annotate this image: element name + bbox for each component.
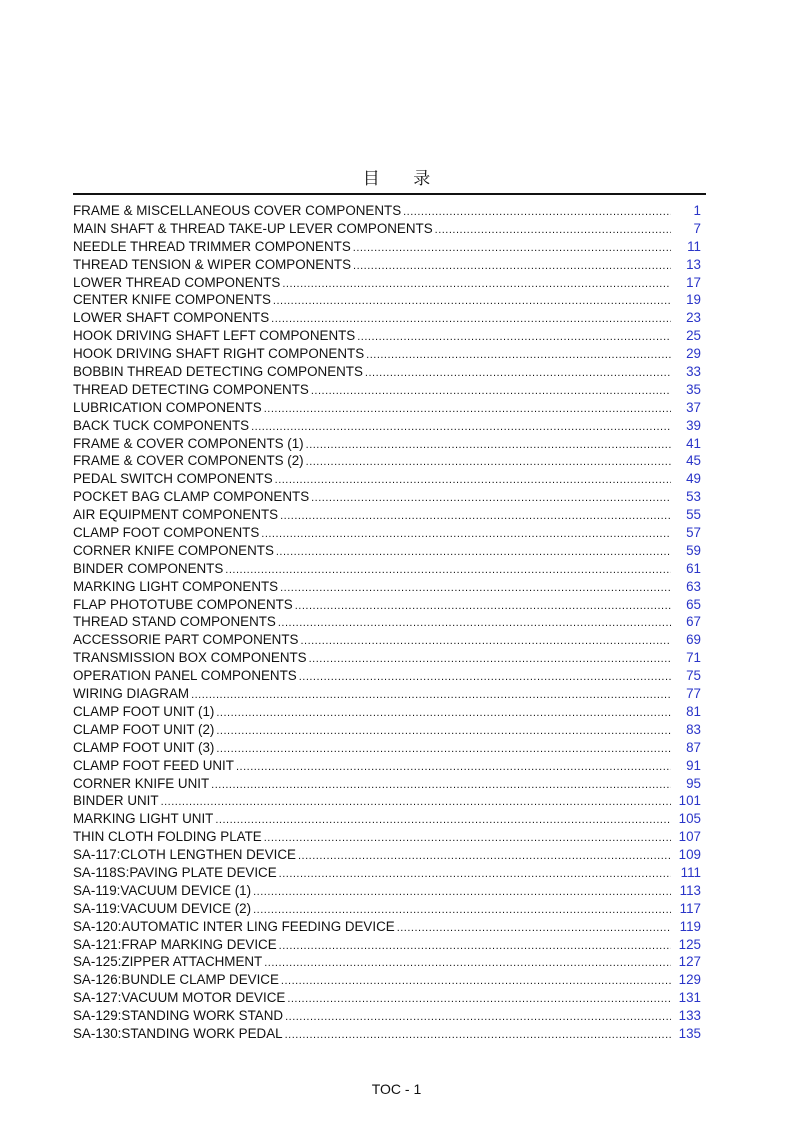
toc-page-number[interactable]: 105 bbox=[678, 811, 701, 827]
toc-leader-dots bbox=[215, 812, 671, 830]
toc-leader-dots bbox=[365, 365, 671, 383]
toc-leader-dots bbox=[311, 490, 671, 508]
toc-page-number[interactable]: 7 bbox=[693, 220, 701, 236]
toc-leader-dots bbox=[191, 687, 671, 705]
toc-page-number[interactable]: 69 bbox=[686, 632, 701, 648]
toc-entry[interactable] bbox=[73, 792, 701, 810]
toc-entry[interactable] bbox=[73, 810, 701, 828]
toc-entry-label: OPERATION PANEL COMPONENTS bbox=[73, 668, 297, 684]
toc-page-number[interactable]: 83 bbox=[686, 721, 701, 737]
toc-page-number[interactable]: 1 bbox=[693, 203, 701, 218]
toc-entry-label: THREAD STAND COMPONENTS bbox=[73, 614, 276, 630]
toc-page-number[interactable]: 91 bbox=[686, 757, 701, 773]
toc-entry-label: SA-118S:PAVING PLATE DEVICE bbox=[73, 864, 277, 880]
toc-entry-label: CORNER KNIFE UNIT bbox=[73, 775, 210, 791]
toc-entry-label: SA-119:VACUUM DEVICE (2) bbox=[73, 900, 252, 916]
page-title: 目 录 bbox=[362, 169, 445, 189]
toc-entry-label: THIN CLOTH FOLDING PLATE bbox=[73, 829, 262, 845]
toc-entry-label: SA-119:VACUUM DEVICE (1) bbox=[73, 882, 252, 898]
toc-entry[interactable] bbox=[73, 828, 701, 846]
toc-entry-label: FRAME & COVER COMPONENTS (2) bbox=[73, 453, 304, 469]
toc-entry-label: SA-121:FRAP MARKING DEVICE bbox=[73, 936, 277, 952]
toc-page-number[interactable]: 133 bbox=[678, 1008, 701, 1024]
toc-page-number[interactable]: 129 bbox=[678, 972, 701, 988]
toc-entry[interactable] bbox=[73, 613, 701, 631]
toc-entry[interactable] bbox=[73, 775, 701, 793]
toc-page-number[interactable]: 41 bbox=[686, 435, 701, 451]
toc-entry[interactable] bbox=[73, 864, 701, 882]
toc-entry-label: SA-125:ZIPPER ATTACHMENT bbox=[73, 954, 263, 970]
toc-leader-dots bbox=[225, 562, 671, 580]
toc-entry-label: SA-129:STANDING WORK STAND bbox=[73, 1008, 284, 1024]
toc-page-number[interactable]: 33 bbox=[686, 364, 701, 380]
toc-entry-label: BACK TUCK COMPONENTS bbox=[73, 417, 250, 433]
toc-page-number[interactable]: 109 bbox=[678, 847, 701, 863]
toc-entry-label: BINDER COMPONENTS bbox=[73, 560, 224, 576]
toc-leader-dots bbox=[295, 598, 671, 616]
toc-leader-dots bbox=[278, 615, 671, 633]
toc-entry[interactable] bbox=[73, 220, 701, 238]
toc-entry[interactable] bbox=[73, 488, 701, 506]
toc-entry[interactable] bbox=[73, 667, 701, 685]
toc-entry[interactable] bbox=[73, 846, 701, 864]
toc-leader-dots bbox=[282, 276, 671, 294]
toc-page-number[interactable]: 75 bbox=[686, 668, 701, 684]
toc-page-number[interactable]: 87 bbox=[686, 739, 701, 755]
toc-leader-dots bbox=[311, 383, 671, 401]
toc-leader-dots bbox=[366, 347, 671, 365]
toc-entry[interactable] bbox=[73, 524, 701, 542]
toc-leader-dots bbox=[216, 705, 671, 723]
toc-entry-label: LUBRICATION COMPONENTS bbox=[73, 399, 262, 415]
toc-entry[interactable] bbox=[73, 757, 701, 775]
toc-leader-dots bbox=[306, 437, 671, 455]
toc-entry-label: SA-127:VACUUM MOTOR DEVICE bbox=[73, 990, 286, 1006]
toc-entry[interactable] bbox=[73, 470, 701, 488]
toc-leader-dots bbox=[264, 401, 671, 419]
toc-leader-dots bbox=[216, 741, 671, 759]
toc-entry[interactable] bbox=[73, 256, 701, 274]
toc-entry[interactable] bbox=[73, 1025, 701, 1043]
toc-page-number[interactable]: 135 bbox=[678, 1025, 701, 1041]
toc-leader-dots bbox=[161, 794, 671, 812]
toc-entry-label: SA-117:CLOTH LENGTHEN DEVICE bbox=[73, 847, 296, 863]
toc-page-number[interactable]: 37 bbox=[686, 399, 701, 415]
toc-leader-dots bbox=[279, 938, 671, 956]
toc-leader-dots bbox=[216, 723, 671, 741]
toc-entry[interactable] bbox=[73, 506, 701, 524]
toc-page-number[interactable]: 125 bbox=[678, 936, 701, 952]
toc-page-number[interactable]: 127 bbox=[678, 954, 701, 970]
toc-entry[interactable] bbox=[73, 363, 701, 381]
toc-entry[interactable] bbox=[73, 739, 701, 757]
toc-page-number[interactable]: 55 bbox=[686, 507, 701, 523]
toc-entry[interactable] bbox=[73, 1007, 701, 1025]
toc-leader-dots bbox=[281, 973, 671, 991]
toc-page-number[interactable]: 25 bbox=[686, 328, 701, 344]
toc-leader-dots bbox=[353, 258, 671, 276]
toc-entry[interactable] bbox=[73, 291, 701, 309]
toc-page-number[interactable]: 95 bbox=[686, 775, 701, 791]
toc-entry[interactable] bbox=[73, 971, 701, 989]
toc-entry-label: HOOK DRIVING SHAFT RIGHT COMPONENTS bbox=[73, 346, 365, 362]
toc-entry[interactable] bbox=[73, 274, 701, 292]
toc-leader-dots bbox=[276, 544, 671, 562]
toc-entry-label: MARKING LIGHT COMPONENTS bbox=[73, 578, 279, 594]
toc-page-number[interactable]: 23 bbox=[686, 310, 701, 326]
toc-entry-label: NEEDLE THREAD TRIMMER COMPONENTS bbox=[73, 238, 351, 254]
toc-page-number[interactable]: 59 bbox=[686, 542, 701, 558]
title-divider bbox=[73, 193, 706, 195]
toc-leader-dots bbox=[309, 651, 671, 669]
toc-page-number[interactable]: 63 bbox=[686, 578, 701, 594]
toc-entry[interactable] bbox=[73, 417, 701, 435]
toc-entry[interactable] bbox=[73, 452, 701, 470]
toc-entry[interactable] bbox=[73, 399, 701, 417]
toc-entry[interactable] bbox=[73, 560, 701, 578]
toc-entry-label: FRAME & MISCELLANEOUS COVER COMPONENTS bbox=[73, 203, 402, 218]
toc-page-number[interactable]: 131 bbox=[678, 990, 701, 1006]
toc-entry[interactable] bbox=[73, 578, 701, 596]
toc-entry-label: BOBBIN THREAD DETECTING COMPONENTS bbox=[73, 364, 363, 380]
toc-page-number[interactable]: 19 bbox=[686, 292, 701, 308]
toc-leader-dots bbox=[279, 866, 671, 884]
toc-entry-label: SA-130:STANDING WORK PEDAL bbox=[73, 1025, 283, 1041]
toc-leader-dots bbox=[285, 1027, 671, 1045]
toc-entry[interactable] bbox=[73, 542, 701, 560]
toc-page-number[interactable]: 101 bbox=[678, 793, 701, 809]
toc-entry-label: CORNER KNIFE COMPONENTS bbox=[73, 542, 274, 558]
toc-leader-dots bbox=[280, 580, 671, 598]
toc-leader-dots bbox=[275, 472, 671, 490]
toc-entry[interactable] bbox=[73, 918, 701, 936]
toc-page-number[interactable]: 67 bbox=[686, 614, 701, 630]
toc-entry-label: CLAMP FOOT COMPONENTS bbox=[73, 525, 260, 541]
toc-page-number[interactable]: 107 bbox=[678, 829, 701, 845]
toc-leader-dots bbox=[300, 633, 671, 651]
toc-entry[interactable] bbox=[73, 202, 701, 220]
toc-entry[interactable] bbox=[73, 703, 701, 721]
toc-page-number[interactable]: 11 bbox=[687, 238, 701, 254]
toc-entry-label: POCKET BAG CLAMP COMPONENTS bbox=[73, 489, 310, 505]
toc-leader-dots bbox=[236, 759, 671, 777]
toc-entry[interactable] bbox=[73, 596, 701, 614]
toc-page-number[interactable]: 77 bbox=[686, 686, 701, 702]
toc-page-number[interactable]: 65 bbox=[686, 596, 701, 612]
toc-leader-dots bbox=[299, 669, 671, 687]
toc-page-number[interactable]: 81 bbox=[686, 703, 701, 719]
toc-entry-label: MAIN SHAFT & THREAD TAKE-UP LEVER COMPONENTS bbox=[73, 220, 433, 236]
toc-leader-dots bbox=[280, 508, 671, 526]
toc-leader-dots bbox=[287, 991, 671, 1009]
toc-entry-label: HOOK DRIVING SHAFT LEFT COMPONENTS bbox=[73, 328, 356, 344]
toc-leader-dots bbox=[403, 204, 671, 222]
toc-page-number[interactable]: 35 bbox=[686, 381, 701, 397]
toc-entry[interactable] bbox=[73, 882, 701, 900]
toc-leader-dots bbox=[306, 454, 671, 472]
toc-entry-label: PEDAL SWITCH COMPONENTS bbox=[73, 471, 273, 487]
toc-leader-dots bbox=[261, 526, 671, 544]
toc-entry[interactable] bbox=[73, 953, 701, 971]
toc-entry-label: LOWER SHAFT COMPONENTS bbox=[73, 310, 270, 326]
toc-entry-label: LOWER THREAD COMPONENTS bbox=[73, 274, 281, 290]
toc-page-number[interactable]: 57 bbox=[686, 525, 701, 541]
toc-entry-label: CENTER KNIFE COMPONENTS bbox=[73, 292, 271, 308]
toc-leader-dots bbox=[264, 955, 671, 973]
toc-entry-label: SA-126:BUNDLE CLAMP DEVICE bbox=[73, 972, 279, 988]
toc-entry-label: CLAMP FOOT UNIT (1) bbox=[73, 703, 215, 719]
toc-entry[interactable] bbox=[73, 649, 701, 667]
toc-entry-label: FLAP PHOTOTUBE COMPONENTS bbox=[73, 596, 293, 612]
toc-entry[interactable] bbox=[73, 900, 701, 918]
toc-page-number[interactable]: 53 bbox=[686, 489, 701, 505]
toc-page-number[interactable]: 29 bbox=[686, 346, 701, 362]
toc-entry[interactable] bbox=[73, 435, 701, 453]
toc-entry-label: BINDER UNIT bbox=[73, 793, 159, 809]
toc-entry-label: SA-120:AUTOMATIC INTER LING FEEDING DEVICE bbox=[73, 918, 395, 934]
toc-page-number[interactable]: 49 bbox=[686, 471, 701, 487]
toc-page-number[interactable]: 111 bbox=[680, 864, 701, 880]
toc-entry-label: CLAMP FOOT UNIT (3) bbox=[73, 739, 215, 755]
toc-entry[interactable] bbox=[73, 309, 701, 327]
toc-leader-dots bbox=[273, 293, 671, 311]
toc-entry[interactable] bbox=[73, 381, 701, 399]
page-footer: TOC - 1 bbox=[371, 1081, 422, 1097]
toc-entry[interactable] bbox=[73, 989, 701, 1007]
toc-entry-label: MARKING LIGHT UNIT bbox=[73, 811, 214, 827]
table-of-contents bbox=[73, 202, 701, 1043]
toc-page-number[interactable]: 39 bbox=[686, 417, 701, 433]
toc-entry-label: ACCESSORIE PART COMPONENTS bbox=[73, 632, 299, 648]
toc-entry[interactable] bbox=[73, 936, 701, 954]
toc-entry-label: TRANSMISSION BOX COMPONENTS bbox=[73, 650, 307, 666]
toc-entry-label: FRAME & COVER COMPONENTS (1) bbox=[73, 435, 304, 451]
toc-entry-label: THREAD TENSION & WIPER COMPONENTS bbox=[73, 256, 352, 272]
toc-leader-dots bbox=[397, 920, 671, 938]
toc-page-number[interactable]: 61 bbox=[686, 560, 701, 576]
toc-leader-dots bbox=[435, 222, 671, 240]
toc-leader-dots bbox=[253, 884, 671, 902]
toc-page-number[interactable]: 119 bbox=[679, 918, 701, 934]
toc-entry[interactable] bbox=[73, 327, 701, 345]
toc-entry[interactable] bbox=[73, 238, 701, 256]
toc-entry-label: WIRING DIAGRAM bbox=[73, 686, 190, 702]
toc-leader-dots bbox=[211, 777, 671, 795]
toc-page-number[interactable]: 45 bbox=[686, 453, 701, 469]
toc-entry[interactable] bbox=[73, 631, 701, 649]
toc-page-number[interactable]: 113 bbox=[679, 882, 701, 898]
toc-entry-label: CLAMP FOOT FEED UNIT bbox=[73, 757, 234, 773]
toc-page-number[interactable]: 13 bbox=[686, 256, 701, 272]
toc-entry-label: AIR EQUIPMENT COMPONENTS bbox=[73, 507, 279, 523]
toc-entry-label: CLAMP FOOT UNIT (2) bbox=[73, 721, 215, 737]
toc-page-number[interactable]: 17 bbox=[686, 274, 701, 290]
toc-leader-dots bbox=[251, 419, 671, 437]
toc-leader-dots bbox=[353, 240, 671, 258]
toc-leader-dots bbox=[298, 848, 671, 866]
toc-leader-dots bbox=[357, 329, 671, 347]
toc-entry[interactable] bbox=[73, 685, 701, 703]
toc-leader-dots bbox=[264, 830, 671, 848]
toc-entry[interactable] bbox=[73, 345, 701, 363]
toc-entry-label: THREAD DETECTING COMPONENTS bbox=[73, 381, 309, 397]
toc-page-number[interactable]: 71 bbox=[686, 650, 701, 666]
toc-page-number[interactable]: 117 bbox=[679, 900, 701, 916]
toc-entry[interactable] bbox=[73, 721, 701, 739]
toc-leader-dots bbox=[285, 1009, 671, 1027]
